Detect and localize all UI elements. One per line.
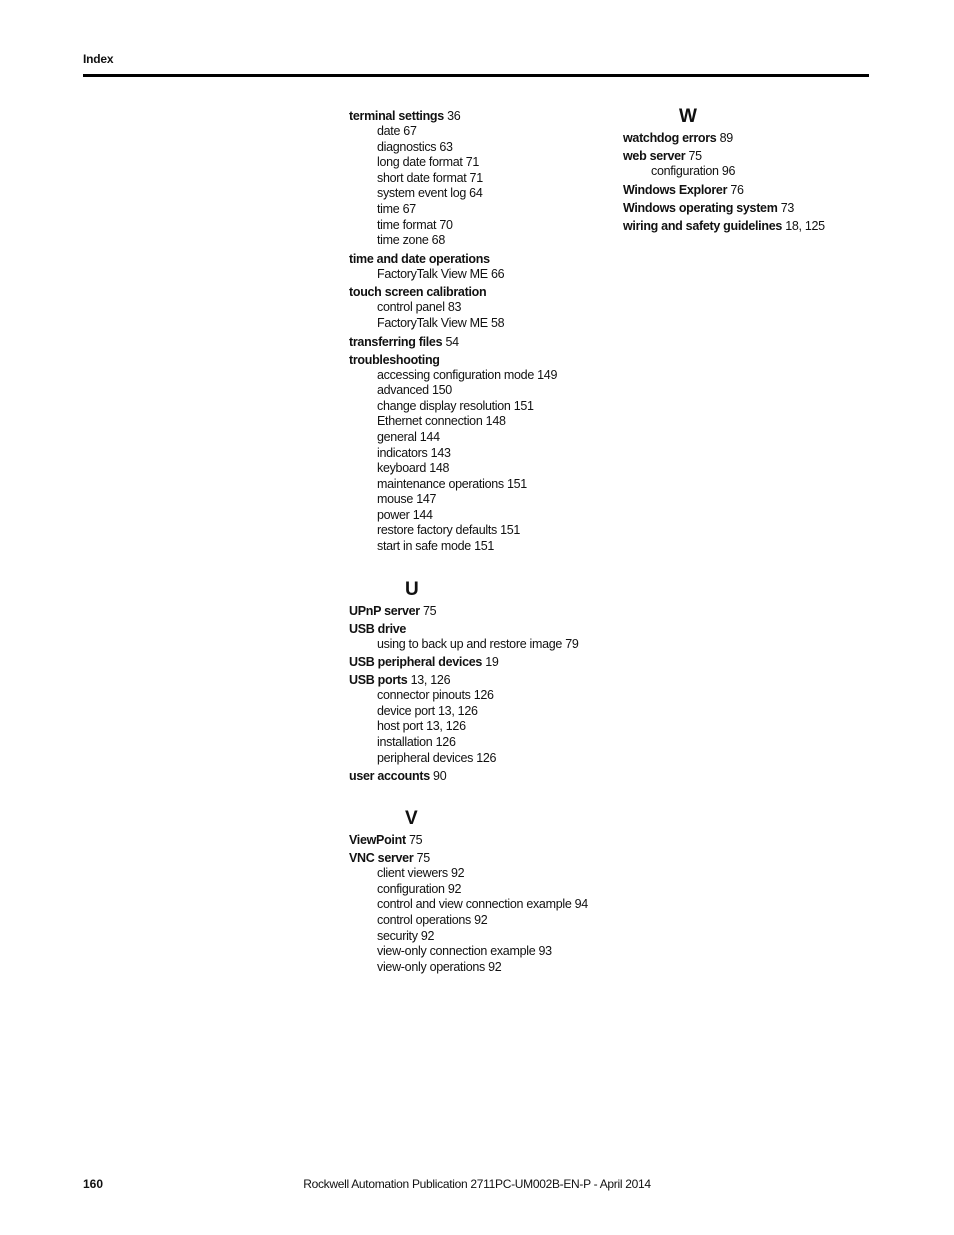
index-subentry: restore factory defaults 151 [377, 523, 521, 538]
index-entry [349, 352, 609, 368]
index-page-ref[interactable]: 19 [485, 655, 499, 670]
index-subentry: time zone 68 [377, 233, 445, 248]
index-term: watchdog errors [623, 131, 717, 145]
index-term: USB peripheral devices [349, 655, 483, 670]
index-subentry: short date format 71 [377, 170, 483, 185]
index-page-ref[interactable]: 75 [416, 851, 430, 866]
index-entry [349, 334, 609, 350]
index-term: Windows operating system [623, 200, 778, 215]
index-entry [623, 148, 883, 164]
index-letter-heading: W [679, 106, 697, 127]
index-subentry: maintenance operations 151 [377, 476, 527, 491]
index-page-ref[interactable]: 54 [445, 334, 459, 349]
index-page-ref[interactable]: 89 [719, 131, 733, 145]
index-term: troubleshooting [349, 352, 440, 367]
index-subentry: time 67 [377, 201, 416, 216]
index-subentry: advanced 150 [377, 383, 452, 398]
index-term: USB ports [349, 673, 408, 688]
index-term: touch screen calibration [349, 285, 487, 300]
index-subentry: configuration 96 [651, 164, 736, 178]
index-entry [349, 621, 609, 637]
index-entry [349, 108, 609, 124]
index-subentry: system event log 64 [377, 186, 483, 201]
index-entry [623, 182, 883, 198]
index-subentry: accessing configuration mode 149 [377, 367, 558, 382]
index-subentry: configuration 92 [377, 881, 462, 896]
index-entry [623, 130, 883, 146]
index-entry [349, 603, 609, 619]
index-page-ref[interactable]: 13, 126 [410, 673, 451, 688]
index-column-left [349, 106, 609, 975]
index-term: UPnP server [349, 603, 420, 618]
index-subentry: power 144 [377, 507, 433, 522]
index-subentry: long date format 71 [377, 155, 480, 170]
index-entry [349, 251, 609, 267]
index-term: time and date operations [349, 251, 490, 266]
index-subentry: Ethernet connection 148 [377, 414, 506, 429]
index-subentry: control and view connection example 94 [377, 897, 588, 912]
index-subentry: change display resolution 151 [377, 398, 534, 413]
index-term: user accounts [349, 769, 430, 784]
index-subentry: peripheral devices 126 [377, 750, 497, 765]
index-subentry: FactoryTalk View ME 66 [377, 266, 505, 281]
index-subentry: device port 13, 126 [377, 703, 478, 718]
index-subentry: installation 126 [377, 735, 456, 750]
index-term: USB drive [349, 621, 407, 636]
index-entry [623, 200, 883, 216]
index-subentry: host port 13, 126 [377, 719, 466, 734]
index-entry [349, 654, 609, 670]
index-entry [349, 832, 609, 848]
index-subentry: date 67 [377, 124, 417, 138]
index-entry [623, 218, 883, 234]
index-term: terminal settings [349, 109, 444, 123]
index-entry [349, 768, 609, 784]
index-entry [349, 850, 609, 866]
index-subentry: client viewers 92 [377, 866, 465, 881]
page-number: 160 [83, 1177, 104, 1191]
index-term: web server [623, 149, 686, 163]
index-subentry: indicators 143 [377, 445, 451, 460]
index-page-ref[interactable]: 90 [433, 769, 447, 784]
index-subentry: diagnostics 63 [377, 139, 453, 154]
index-term: ViewPoint [349, 833, 406, 848]
index-subentry: view-only connection example 93 [377, 944, 552, 959]
index-page-ref[interactable]: 75 [423, 603, 437, 618]
index-subentry: control panel 83 [377, 300, 462, 315]
index-page-ref[interactable]: 75 [688, 149, 702, 163]
index-letter-heading: U [405, 578, 419, 600]
index-page-ref[interactable]: 76 [730, 182, 744, 197]
index-subentry: security 92 [377, 928, 435, 943]
index-subentry: general 144 [377, 429, 440, 444]
index-subentry: FactoryTalk View ME 58 [377, 315, 505, 330]
index-page-ref[interactable]: 75 [409, 833, 423, 848]
index-page-ref[interactable]: 73 [780, 200, 795, 215]
index-column-right [623, 106, 883, 234]
index-subentry: connector pinouts 126 [377, 688, 494, 703]
index-letter-heading: V [405, 808, 418, 830]
header-rule [83, 74, 869, 77]
index-term: Windows Explorer [623, 182, 728, 197]
section-label: Index [83, 52, 114, 66]
index-entry [349, 284, 609, 300]
index-subentry: control operations 92 [377, 913, 488, 927]
index-subentry: mouse 147 [377, 492, 437, 507]
index-entry [349, 672, 609, 688]
index-subentry: time format 70 [377, 217, 453, 232]
index-term: VNC server [349, 851, 414, 866]
index-term: wiring and safety guidelines [623, 218, 782, 233]
index-page-ref[interactable]: 36 [447, 109, 461, 123]
index-page-ref[interactable]: 18, 125 [785, 218, 825, 233]
index-subentry: keyboard 148 [377, 461, 450, 476]
publication-info: Rockwell Automation Publication 2711PC-UM002B-EN-P - April 2014 [303, 1177, 651, 1191]
index-term: transferring files [349, 334, 443, 349]
index-subentry: using to back up and restore image 79 [377, 636, 579, 651]
index-subentry: view-only operations 92 [377, 959, 502, 974]
index-subentry: start in safe mode 151 [377, 539, 495, 554]
